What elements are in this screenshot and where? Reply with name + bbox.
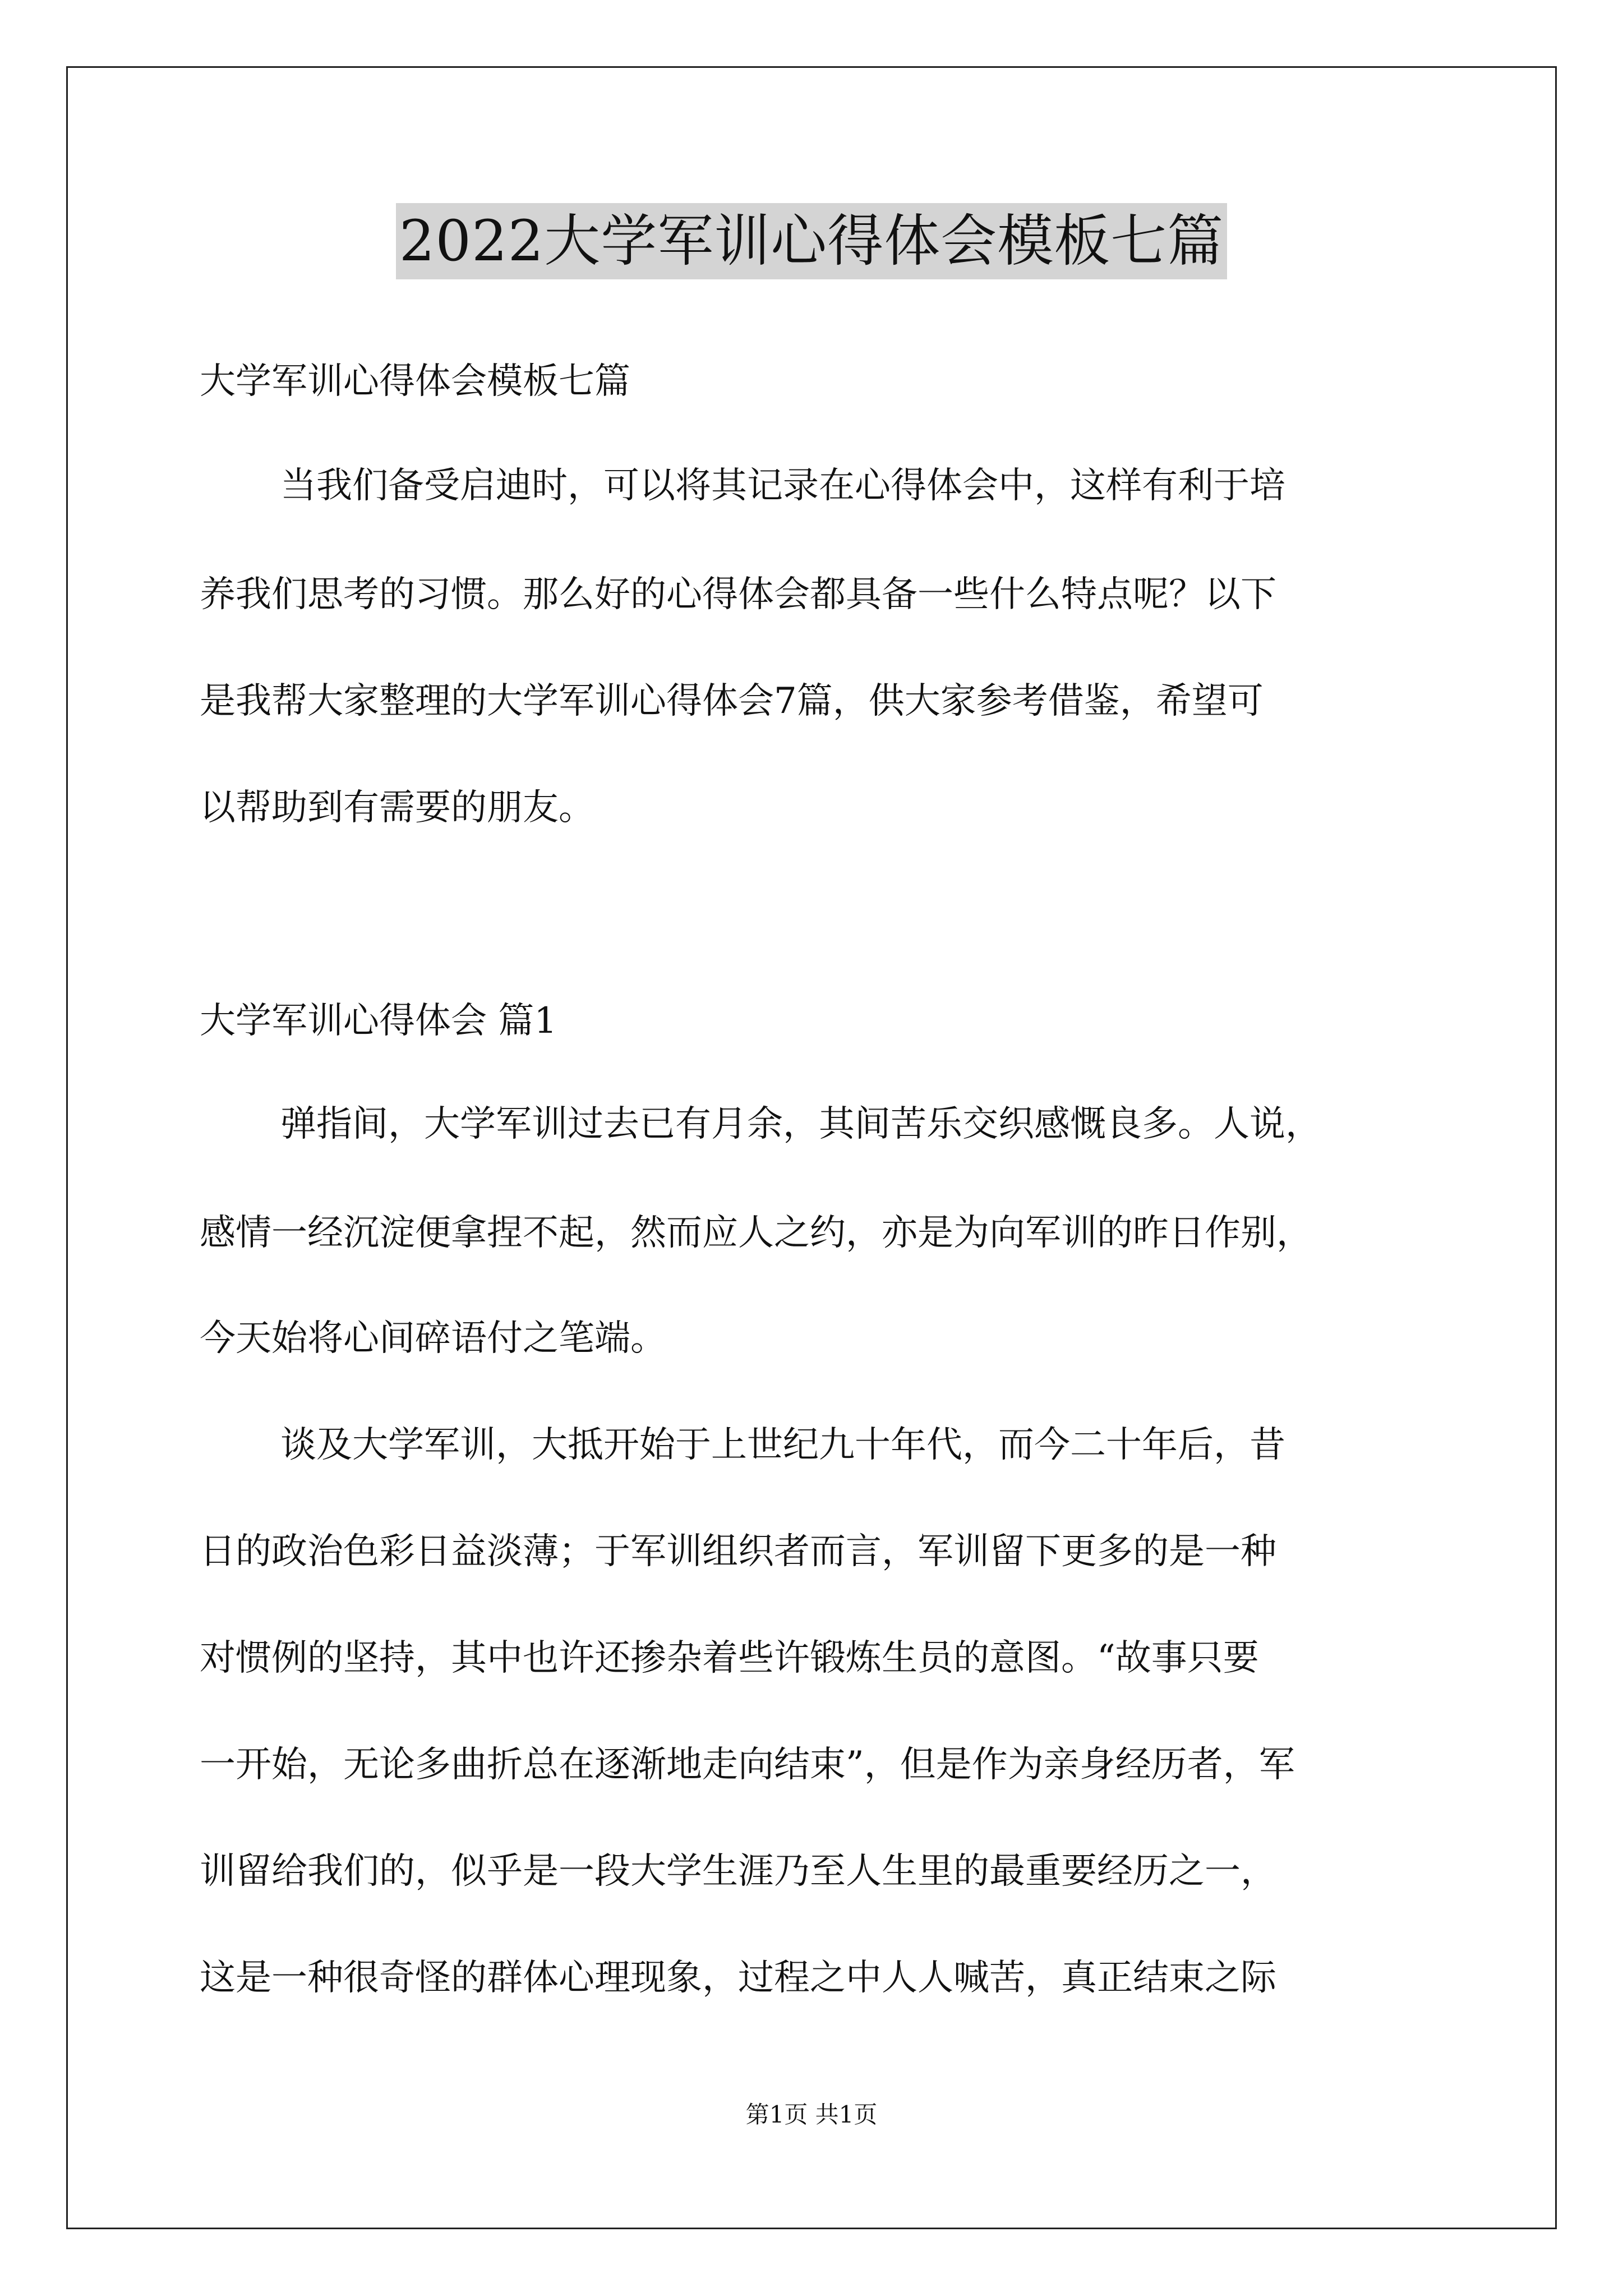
document-subtitle: 大学军训心得体会模板七篇 [200, 361, 630, 402]
document-title: 2022大学军训心得体会模板七篇 [396, 203, 1228, 279]
page-number: 第1页 共1页 [745, 2101, 878, 2128]
paragraph-line: 一开始，无论多曲折总在逐渐地走向结束”，但是作为亲身经历者，军 [200, 1744, 1295, 1786]
paragraph-line: 这是一种很奇怪的群体心理现象，过程之中人人喊苦，真正结束之际 [200, 1957, 1276, 1999]
section-heading: 大学军训心得体会 篇1 [200, 1000, 557, 1042]
paragraph-line: 今天始将心间碎语付之笔端。 [200, 1318, 666, 1359]
paragraph-line: 训留给我们的，似乎是一段大学生涯乃至人生里的最重要经历之一， [200, 1851, 1276, 1892]
paragraph-line: 谈及大学军训，大抵开始于上世纪九十年代，而今二十年后，昔 [280, 1424, 1285, 1466]
paragraph-line: 对惯例的坚持，其中也许还掺杂着些许锻炼生员的意图。“故事只要 [200, 1637, 1259, 1679]
intro-line: 养我们思考的习惯。那么好的心得体会都具备一些什么特点呢？以下 [200, 574, 1276, 615]
paragraph-line: 感情一经沉淀便拿捏不起，然而应人之约，亦是为向军训的昨日作别， [200, 1212, 1312, 1254]
paragraph-line: 弹指间，大学军训过去已有月余，其间苦乐交织感慨良多。人说， [280, 1103, 1321, 1145]
paragraph-line: 日的政治色彩日益淡薄；于军训组织者而言，军训留下更多的是一种 [200, 1531, 1276, 1572]
intro-line: 是我帮大家整理的大学军训心得体会7篇，供大家参考借鉴，希望可 [200, 680, 1264, 722]
title-container [0, 203, 1623, 279]
intro-line: 当我们备受启迪时，可以将其记录在心得体会中，这样有利于培 [280, 465, 1285, 507]
intro-line: 以帮助到有需要的朋友。 [200, 787, 594, 829]
